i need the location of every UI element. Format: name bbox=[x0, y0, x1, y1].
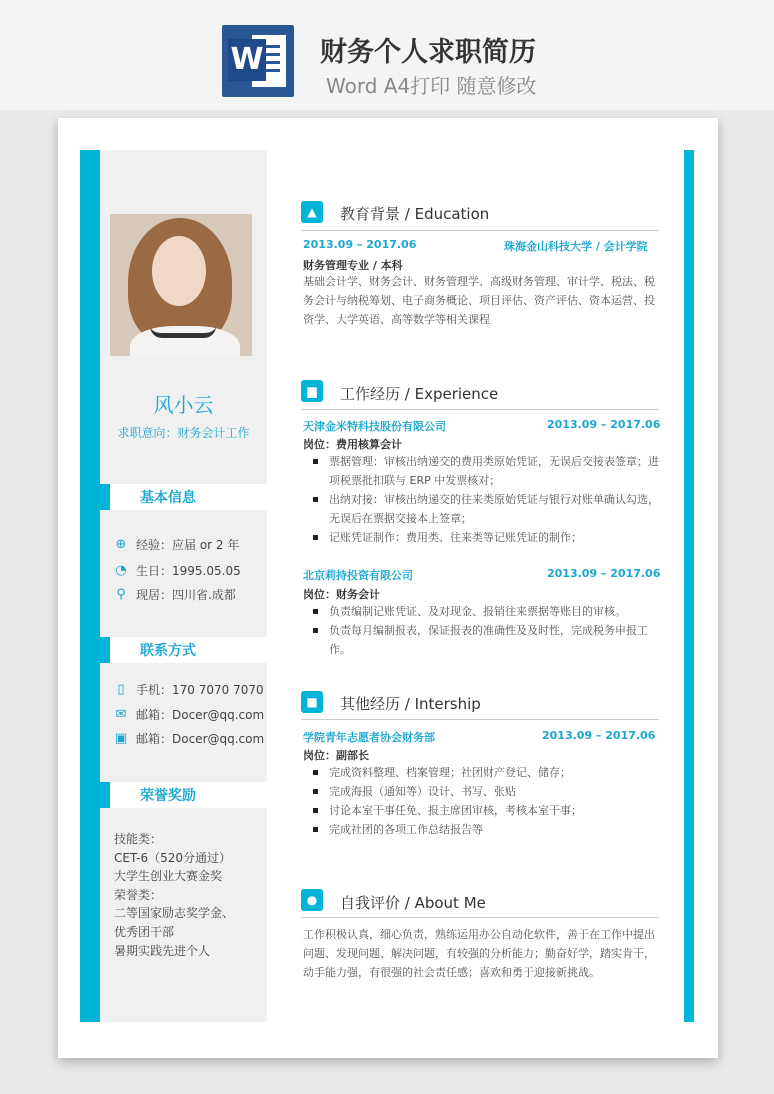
header-banner bbox=[0, 0, 774, 110]
education-courses: 基础会计学、财务会计、财务管理学、高级财务管理、审计学、税法、税务会计与纳税筹划、电子商务概论、项目评估、资产评估、资本运营、投资学、大学英语、高等数学等相关课程 bbox=[303, 275, 655, 326]
list-item: 负责编制记账凭证、及对现金、报销往来票据等账目的审核。 bbox=[311, 602, 663, 621]
other-org: 学院青年志愿者协会财务部 bbox=[303, 731, 435, 744]
list-item: 负责每月编制报表，保证报表的准确性及及时性，完成税务申报工作。 bbox=[311, 621, 663, 659]
education-period: 2013.09 – 2017.06 bbox=[303, 238, 417, 251]
job2-role: 岗位：财务会计 bbox=[303, 588, 380, 601]
other-period: 2013.09 – 2017.06 bbox=[542, 729, 656, 742]
header-subtitle: Word A4打印 随意修改 bbox=[326, 74, 537, 98]
education-title: 教育背景 / Education bbox=[340, 205, 490, 223]
phone-icon: ▯ bbox=[117, 681, 125, 697]
other-title: 其他经历 / Intership bbox=[340, 695, 481, 713]
job1-company: 天津金米特科技股份有限公司 bbox=[303, 420, 446, 433]
word-letter: W bbox=[228, 39, 266, 81]
list-item: 票据管理：审核出纳递交的费用类原始凭证，无误后交接表签章；进项税票批扣联与 ERP 中发票核对； bbox=[311, 452, 663, 490]
list-item: 记账凭证制作：费用类、往来类等记账凭证的制作； bbox=[311, 528, 663, 547]
contact-title: 联系方式 bbox=[140, 643, 196, 659]
basic-info-title: 基本信息 bbox=[140, 490, 196, 506]
work-title: 工作经历 / Experience bbox=[340, 385, 499, 403]
compass-icon: ⊕ bbox=[115, 536, 127, 552]
list-item: 完成海报（通知等）设计、书写、张贴 bbox=[311, 782, 663, 801]
right-accent-bar bbox=[684, 150, 694, 1022]
job2-duties bbox=[311, 602, 663, 659]
contact-heading bbox=[100, 637, 267, 663]
section-divider bbox=[301, 230, 659, 231]
info-location: ⚲ 现居：四川省.成都 bbox=[114, 586, 236, 603]
info-experience: ⊕ 经验：应届 or 2 年 bbox=[115, 536, 240, 552]
job2-company: 北京莉持投资有限公司 bbox=[303, 569, 413, 582]
job1-duties bbox=[311, 452, 663, 547]
job2-period: 2013.09 – 2017.06 bbox=[547, 567, 661, 580]
folder-icon: ■ bbox=[301, 691, 323, 713]
list-item: 完成社团的各项工作总结报告等 bbox=[311, 820, 663, 839]
section-divider bbox=[301, 409, 659, 410]
job1-period: 2013.09 – 2017.06 bbox=[547, 418, 661, 431]
honors-heading bbox=[100, 782, 267, 808]
graduation-cap-icon: ▲ bbox=[301, 201, 323, 223]
info-birthday: ◔ 生日：1995.05.05 bbox=[115, 562, 241, 578]
mail-icon: ✉ bbox=[115, 706, 127, 722]
profile-photo bbox=[110, 214, 252, 356]
location-icon: ⚲ bbox=[116, 586, 126, 602]
list-item: 完成资料整理、档案管理；社团财产登记、储存； bbox=[311, 763, 663, 782]
other-duties bbox=[311, 763, 663, 839]
section-divider bbox=[301, 719, 659, 720]
person-icon: ● bbox=[301, 889, 323, 911]
education-school: 珠海金山科技大学 / 会计学院 bbox=[504, 240, 648, 253]
contact-email: ✉ 邮箱：Docer@qq.com bbox=[115, 706, 265, 722]
about-title: 自我评价 / About Me bbox=[340, 894, 486, 912]
honors-title: 荣誉奖励 bbox=[140, 788, 196, 804]
basic-info-heading bbox=[100, 484, 267, 510]
honors-list: 技能类： CET-6（520分通过） 大学生创业大赛金奖 荣誉类： 二等国家励志奖学金、 优秀团干部 暑期实践先进个人 bbox=[114, 832, 235, 958]
birthday-icon: ◔ bbox=[115, 562, 127, 578]
job1-role: 岗位：费用核算会计 bbox=[303, 438, 402, 451]
education-major: 财务管理专业 / 本科 bbox=[303, 259, 403, 272]
header-title: 财务个人求职简历 bbox=[320, 37, 536, 68]
candidate-name: 风小云 bbox=[153, 393, 214, 417]
word-icon bbox=[222, 25, 294, 97]
contact-chat: ▣ 邮箱：Docer@qq.com bbox=[114, 730, 265, 746]
about-text: 工作积极认真，细心负责，熟练运用办公自动化软件，善于在工作中提出问题、发现问题、解决问题，有较强的分析能力；勤奋好学，踏实肯干，动手能力强，有很强的社会责任感；喜欢和勇于迎接新挑战。 bbox=[303, 928, 655, 979]
left-accent-bar bbox=[80, 150, 100, 1022]
chat-icon: ▣ bbox=[114, 730, 128, 746]
job-intent: 求职意向：财务会计工作 bbox=[117, 426, 250, 440]
contact-phone: ▯ 手机：170 7070 7070 bbox=[114, 681, 264, 698]
list-item: 出纳对接：审核出纳递交的往来类原始凭证与银行对账单确认勾选，无误后在票据交接本上签章； bbox=[311, 490, 663, 528]
briefcase-icon: ▆ bbox=[301, 380, 323, 402]
list-item: 讨论本室干事任免、报主席团审核，考核本室干事； bbox=[311, 801, 663, 820]
other-role: 岗位：副部长 bbox=[303, 749, 369, 762]
section-divider bbox=[301, 917, 659, 918]
